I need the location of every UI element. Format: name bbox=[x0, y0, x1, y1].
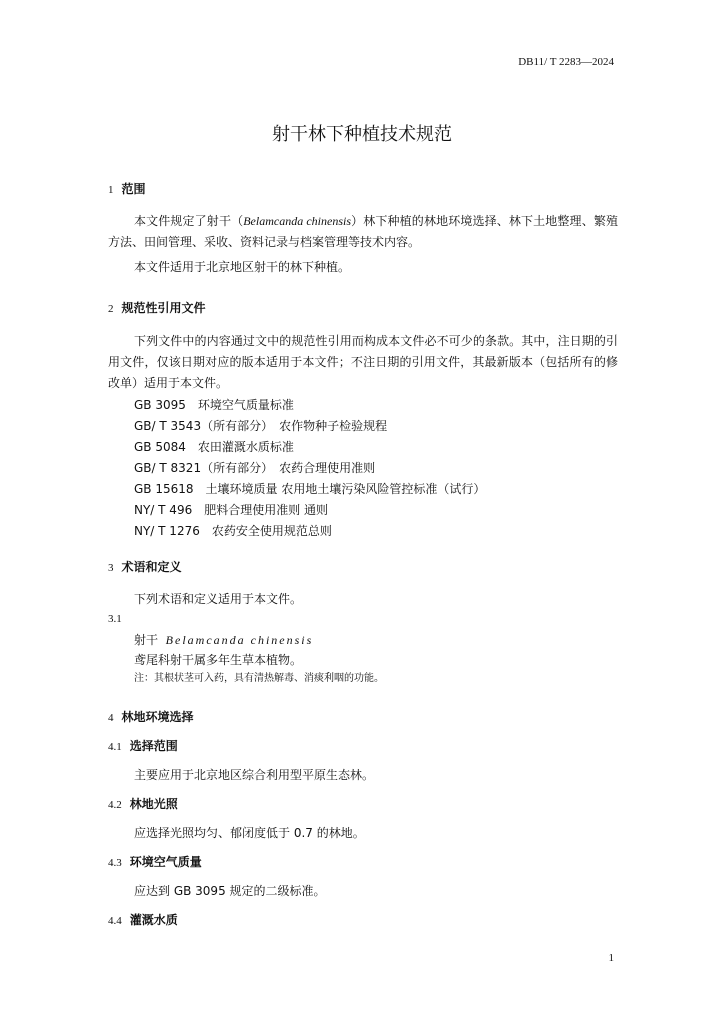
term-name: 射干 Belamcanda chinensis bbox=[134, 633, 314, 647]
reference-item: GB 5084 农田灌溉水质标准 bbox=[134, 440, 294, 454]
term-number: 3.1 bbox=[108, 613, 122, 625]
subsection-text: 应达到 GB 3095 规定的二级标准。 bbox=[134, 884, 326, 898]
reference-item: GB/ T 3543（所有部分） 农作物种子检验规程 bbox=[134, 419, 388, 433]
reference-item: NY/ T 1276 农药安全使用规范总则 bbox=[134, 524, 332, 538]
section-2-paragraph-1: 下列文件中的内容通过文中的规范性引用而构成本文件必不可少的条款。其中，注日期的引用文件，仅该日期对应的版本适用于本文件；不注日期的引用文件，其最新版本（包括所有的修改单）适用于本文件。 bbox=[108, 334, 618, 390]
section-1-paragraph-2: 本文件适用于北京地区射干的林下种植。 bbox=[134, 260, 351, 274]
term-definition: 鸢尾科射干属多年生草本植物。 bbox=[134, 653, 303, 667]
doc-code: DB11/ T 2283—2024 bbox=[518, 56, 614, 68]
section-4-heading: 4 林地环境选择 bbox=[108, 710, 194, 724]
subsection-heading: 4.3 环境空气质量 bbox=[108, 855, 202, 869]
reference-item: GB 15618 土壤环境质量 农用地土壤污染风险管控标准（试行） bbox=[134, 482, 486, 496]
reference-item: NY/ T 496 肥料合理使用准则 通则 bbox=[134, 503, 329, 517]
doc-title: 射干林下种植技术规范 bbox=[272, 124, 452, 145]
subsection-text: 主要应用于北京地区综合利用型平原生态林。 bbox=[134, 768, 375, 782]
section-3-paragraph-1: 下列术语和定义适用于本文件。 bbox=[134, 592, 303, 606]
page-number: 1 bbox=[608, 952, 614, 964]
subsection-heading: 4.2 林地光照 bbox=[108, 797, 178, 811]
subsection-text: 应选择光照均匀、郁闭度低于 0.7 的林地。 bbox=[134, 826, 365, 840]
subsection-heading: 4.4 灌溉水质 bbox=[108, 913, 178, 927]
section-1-paragraph-1: 本文件规定了射干（Belamcanda chinensis）林下种植的林地环境选择、林下土地整理、繁殖方法、田间管理、采收、资料记录与档案管理等技术内容。 bbox=[108, 214, 618, 249]
reference-item: GB 3095 环境空气质量标准 bbox=[134, 398, 294, 412]
section-1-heading: 1 范围 bbox=[108, 182, 146, 196]
section-3-heading: 3 术语和定义 bbox=[108, 560, 182, 574]
section-2-heading: 2 规范性引用文件 bbox=[108, 301, 206, 315]
reference-item: GB/ T 8321（所有部分） 农药合理使用准则 bbox=[134, 461, 376, 475]
subsection-heading: 4.1 选择范围 bbox=[108, 739, 178, 753]
term-note: 注：其根状茎可入药，具有清热解毒、消痰利咽的功能。 bbox=[134, 673, 384, 684]
